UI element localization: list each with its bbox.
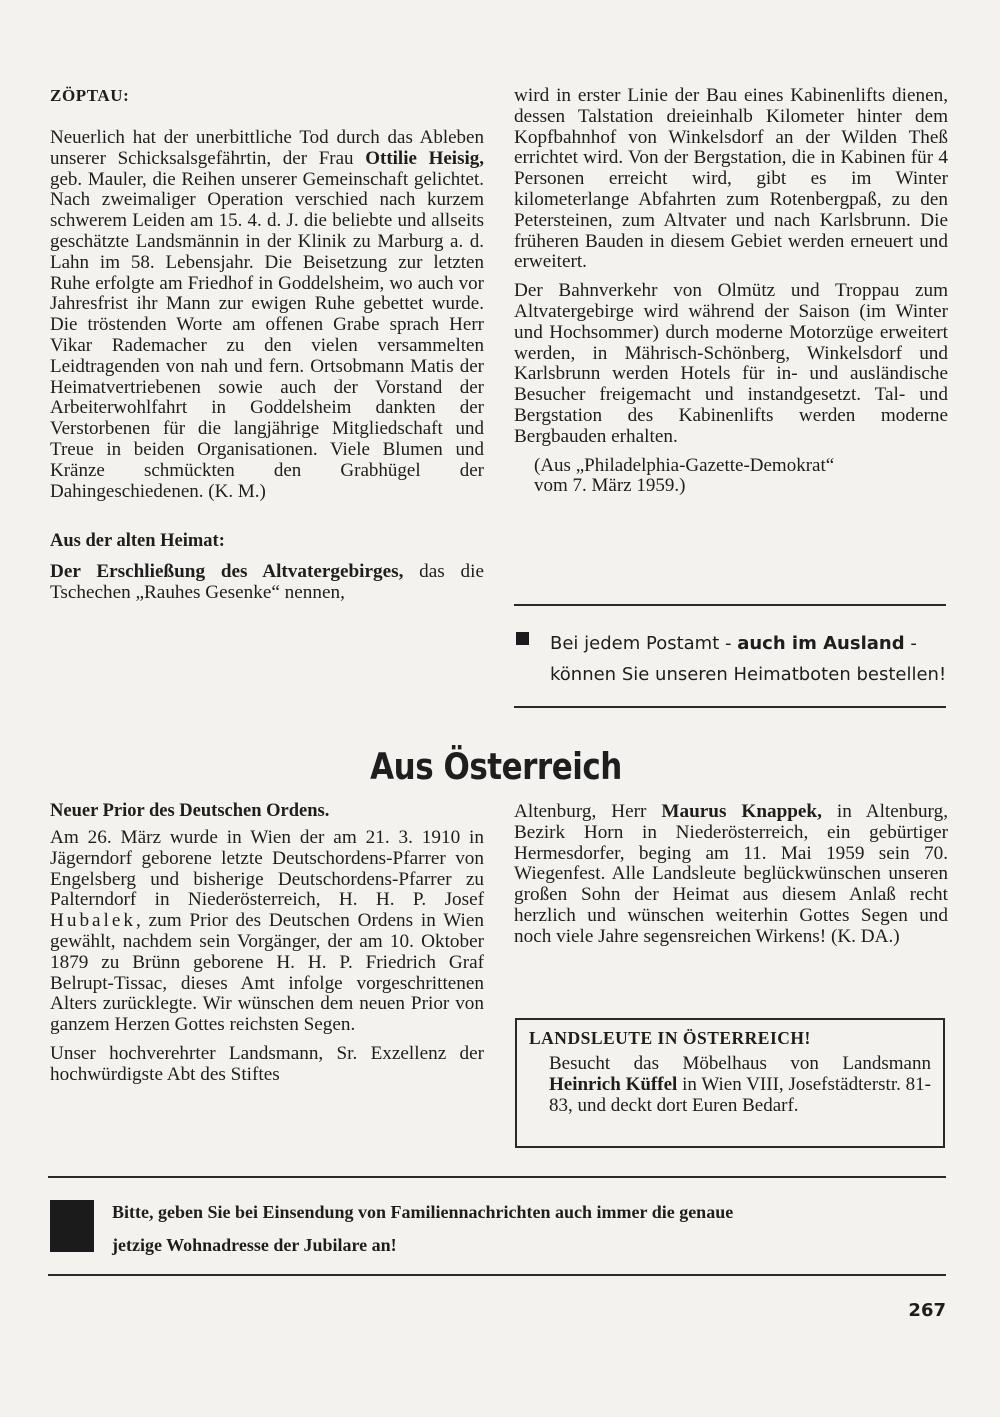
ad-box bbox=[515, 1018, 945, 1148]
altvater-paragraph-1: wird in erster Linie der Bau eines Kabinenlifts dienen, dessen Talstation dreieinhalb Kilometer hinter dem Kopfbahnhof von Winkelsdorf an der Wilden Theß errichtet wird. Von der Bergstation, die in Kabinen für 4 Personen erreicht wird, gibt es im Winter kilometerlange Abfahrten zum Rotenbergpaß, zu den Petersteinen, zum Altvater und nach Karlsbrunn. Die früheren Bauden in diesem Gebiet werden erneuert und erweitert. bbox=[514, 85, 948, 273]
zoeptau-heading: ZÖPTAU: bbox=[50, 86, 130, 105]
bullet-square-icon bbox=[516, 632, 529, 645]
abt-paragraph: Unser hochverehrter Landsmann, Sr. Exzellenz der hochwürdigste Abt des Stiftes bbox=[50, 1042, 484, 1085]
bottom-notice: Bitte, geben Sie bei Einsendung von Familiennachrichten auch immer die genaue jetzige Wohnadresse der Jubilare an! bbox=[112, 1202, 734, 1255]
postamt-notice: Bei jedem Postamt - auch im Ausland - können Sie unseren Heimatboten bestellen! bbox=[550, 633, 947, 685]
left-column-bottom bbox=[50, 800, 484, 1094]
divider-top-right bbox=[514, 604, 946, 606]
divider-bottom-top bbox=[48, 1176, 946, 1178]
prior-paragraph: Am 26. März wurde in Wien der am 21. 3. 1910 in Jägerndorf geborene letzte Deutschordens-Pfarrer von Engelsberg und bisherige Deutschordens-Pfarrer zu Palterndorf in Niederösterreich, H. H. P. Josef Hubalek, zum Prior des Deutschen Ordens in Wien gewählt, nachdem sein Vorgänger, der am 10. Oktober 1879 zu Brünn geborene H. H. P. Friedrich Graf Belrupt-Tissac, dieses Amt infolge vorgeschrittenen Alters zurücklegte. Wir wünschen dem neuen Prior von ganzem Herzen Gottes reichsten Segen. bbox=[50, 827, 484, 1036]
prior-heading: Neuer Prior des Deutschen Ordens. bbox=[50, 801, 330, 821]
bullet-square-large-icon bbox=[50, 1200, 94, 1252]
ad-box-title: LANDSLEUTE IN ÖSTERREICH! bbox=[529, 1028, 811, 1048]
right-column-top bbox=[514, 86, 948, 497]
subheading-alte-heimat: Aus der alten Heimat: bbox=[50, 531, 225, 552]
person-name: Ottilie Heisig, bbox=[365, 147, 485, 169]
altvater-paragraph-2: Der Bahnverkehr von Olmütz und Troppau zum Altvatergebirge wird während der Saison (im Winter und Hochsommer) durch moderne Motorzüge erweitert werden, in Mährisch-Schönberg, Winkelsdorf und Karlsbrunn werden Hotels für in- und ausländische Besucher freigemacht und instandgesetzt. Tal- und Bergstation des Kabinenlifts werden moderne Bergbauden erhalten. bbox=[514, 280, 948, 447]
page-number: 267 bbox=[908, 1300, 946, 1321]
divider-bottom-bottom bbox=[48, 1274, 946, 1276]
altvater-lead-paragraph: Der Erschließung des Altvatergebirges, das die Tschechen „Rauhes Gesenke“ nennen, bbox=[50, 561, 484, 604]
obituary-paragraph: Neuerlich hat der unerbittliche Tod durch das Ableben unserer Schicksalsgefährtin, der Frau Ottilie Heisig, geb. Mauler, die Reihen unserer Gemeinschaft gelichtet. Nach zweimaliger Operation verschied nach kurzem schwerem Leiden am 15. 4. d. J. die beliebte und allseits geschätzte Landsmännin in der Klinik zu Marburg a. d. Lahn im 58. Lebensjahr. Die Beisetzung zur letzten Ruhe erfolgte am Friedhof in Goddelsheim, wo auch vor Jahresfrist ihr Mann zur ewigen Ruhe gebettet wurde. Die tröstenden Worte am offenen Grabe sprach Herr Vikar Rademacher zu den vielen versammelten Leidtragenden von nah und fern. Ortsobmann Matis der Heimatvertriebenen sowie auch der Vorstand der Arbeiterwohlfahrt in Goddelsheim dankten der Verstorbenen für die langjährige Mitgliedschaft und Treue in beiden Organisationen. Viele Blumen und Kränze schmückten den Grabhügel der Dahingeschiedenen. (K. M.) bbox=[50, 127, 485, 502]
ad-box-body: Besucht das Möbelhaus von Landsmann Heinrich Küffel in Wien VIII, Josefstädterstr. 81-83, und deckt dort Euren Bedarf. bbox=[549, 1053, 931, 1116]
section-title: Aus Österreich bbox=[370, 746, 622, 789]
left-column-top bbox=[50, 86, 484, 612]
right-column-bottom bbox=[514, 802, 948, 956]
source-citation: (Aus „Philadelphia-Gazette-Demokrat“ vom 7. März 1959.) bbox=[534, 454, 835, 497]
knappek-paragraph: Altenburg, Herr Maurus Knappek, in Altenburg, Bezirk Horn in Niederösterreich, ein gebürtiger Hermesdorfer, beging am 11. Mai 1959 sein 70. Wiegenfest. Alle Landsleute beglückwünschen unseren großen Sohn der Heimat aus diesem Anlaß recht herzlich und wünschen weiterhin Gottes Segen und noch viele Jahre segensreichen Wirkens! (K. DA.) bbox=[514, 801, 948, 947]
divider-postamt bbox=[514, 706, 946, 708]
